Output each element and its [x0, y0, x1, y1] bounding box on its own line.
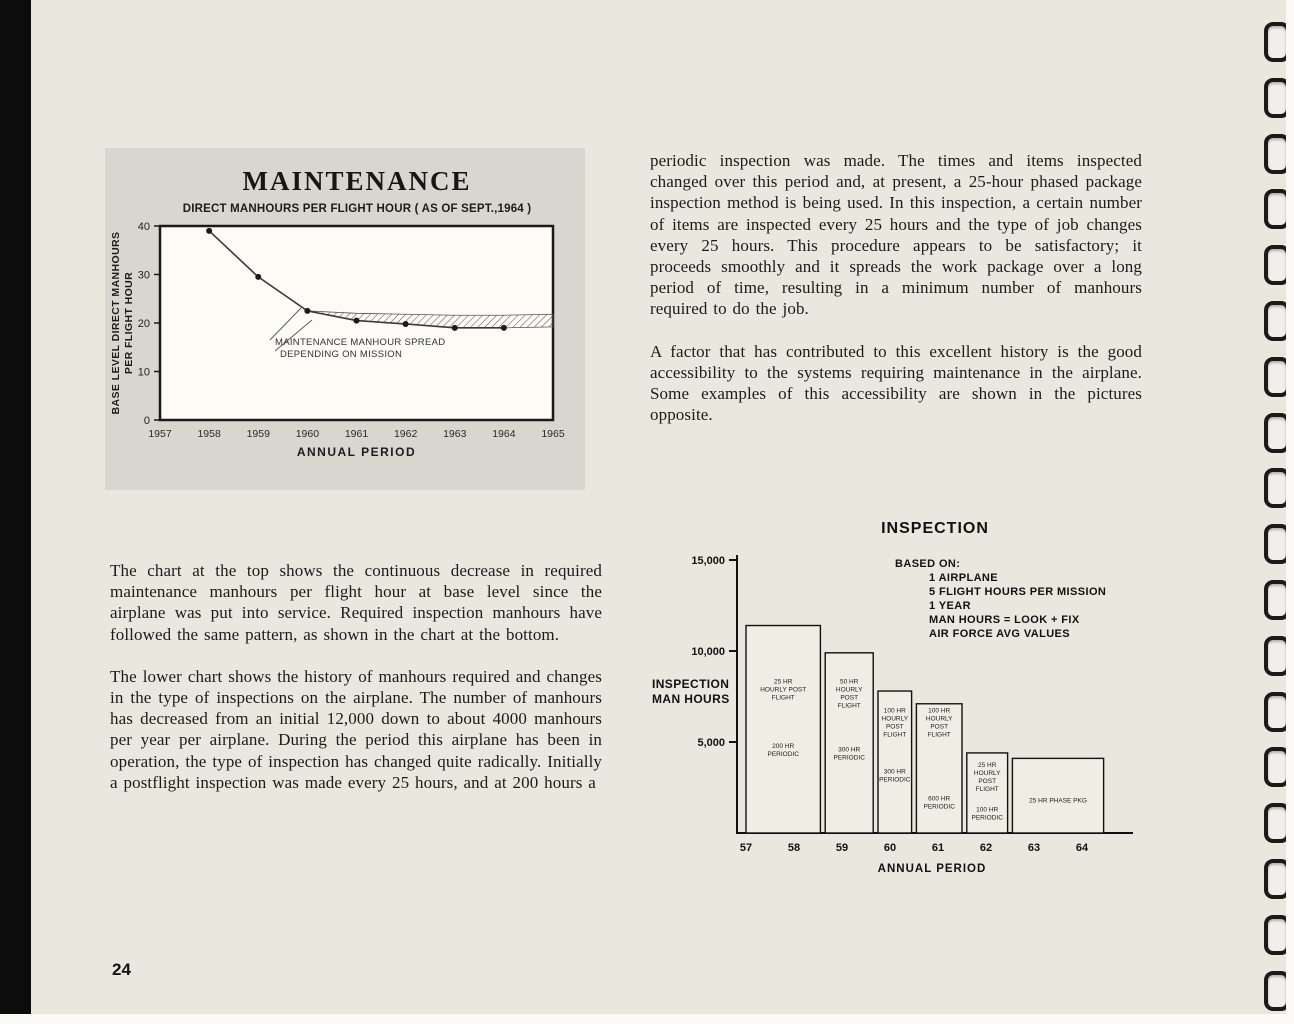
svg-text:1958: 1958 [197, 428, 221, 440]
svg-text:25 HR: 25 HR [977, 762, 997, 770]
body-paragraph: periodic inspection was made. The times and items inspected changed over this period and, at present, a 25-hour phased package inspection method is being used. In this inspection, a certain number of items are inspected every 25 hours and the type of job changes every 25 hours. This procedure appears to be satisfactory; it proceeds smoothly and it spreads the work package over a long period of time, resulting in a minimum number of manhours required to do the job. [650, 151, 1142, 319]
svg-text:62: 62 [979, 842, 993, 854]
svg-text:MAINTENANCE: MAINTENANCE [242, 166, 472, 196]
svg-text:PERIODIC: PERIODIC [879, 776, 911, 784]
svg-text:HOURLY: HOURLY [881, 715, 909, 723]
svg-text:100 HR: 100 HR [928, 707, 951, 715]
svg-text:HOURLY POST: HOURLY POST [760, 686, 807, 694]
svg-text:HOURLY: HOURLY [835, 686, 863, 694]
svg-text:ANNUAL PERIOD: ANNUAL PERIOD [296, 445, 417, 459]
svg-text:30: 30 [137, 269, 150, 282]
svg-text:FLIGHT: FLIGHT [771, 694, 795, 702]
svg-text:1964: 1964 [492, 428, 516, 440]
svg-text:1965: 1965 [541, 428, 565, 440]
svg-text:200 HR: 200 HR [772, 742, 795, 750]
svg-text:ANNUAL PERIOD: ANNUAL PERIOD [877, 863, 987, 875]
svg-text:40: 40 [137, 221, 150, 233]
svg-text:1963: 1963 [443, 428, 467, 440]
svg-text:5 FLIGHT HOURS PER MISSION: 5 FLIGHT HOURS PER MISSION [929, 586, 1107, 598]
body-paragraph: The chart at the top shows the continuous decrease in required maintenance manhours per flight hour at base level since the airplane was put into service. Required inspection manhours have followed the same pattern, as shown in the chart at the bottom. [110, 561, 602, 644]
svg-text:PERIODIC: PERIODIC [833, 754, 865, 762]
svg-text:1957: 1957 [148, 428, 172, 440]
svg-text:25 HR: 25 HR [773, 678, 793, 686]
svg-text:50 HR: 50 HR [839, 678, 859, 686]
svg-text:300 HR: 300 HR [883, 768, 906, 776]
svg-text:PERIODIC: PERIODIC [767, 750, 799, 758]
svg-text:25 HR PHASE PKG: 25 HR PHASE PKG [1029, 797, 1087, 805]
svg-text:DIRECT MANHOURS PER FLIGHT HOU: DIRECT MANHOURS PER FLIGHT HOUR ( AS OF SEPT.,1964 ) [182, 203, 532, 215]
svg-text:FLIGHT: FLIGHT [837, 702, 861, 710]
svg-text:61: 61 [931, 842, 945, 854]
svg-text:FLIGHT: FLIGHT [883, 731, 907, 739]
svg-text:15,000: 15,000 [691, 555, 725, 567]
svg-text:300 HR: 300 HR [838, 746, 861, 754]
page-edge-right [1286, 0, 1294, 1024]
svg-text:60: 60 [883, 842, 897, 854]
svg-text:1 YEAR: 1 YEAR [929, 600, 971, 612]
svg-text:FLIGHT: FLIGHT [927, 731, 951, 739]
page-number: 24 [112, 960, 131, 979]
svg-text:POST: POST [885, 723, 904, 731]
svg-text:BASED ON:: BASED ON: [895, 558, 961, 570]
inspection-bar-chart [635, 505, 1145, 883]
svg-text:POST: POST [978, 778, 997, 786]
svg-text:1961: 1961 [344, 428, 369, 440]
svg-text:MAINTENANCE MANHOUR SPREAD: MAINTENANCE MANHOUR SPREAD [275, 337, 446, 348]
page-edge-bottom [0, 1014, 1294, 1024]
svg-text:58: 58 [787, 842, 801, 854]
inspection-chart-panel [635, 505, 1145, 883]
svg-text:POST: POST [930, 723, 949, 731]
svg-text:600 HR: 600 HR [928, 795, 951, 803]
svg-text:MAN HOURS: MAN HOURS [652, 692, 730, 706]
svg-text:PERIODIC: PERIODIC [923, 803, 955, 811]
svg-text:INSPECTION: INSPECTION [881, 520, 989, 537]
body-paragraph: A factor that has contributed to this excellent history is the good accessibility to the systems requiring maintenance in the airplane. Some examples of this accessibility are shown in the pictures opposite. [650, 341, 1142, 425]
svg-text:MAN HOURS = LOOK + FIX: MAN HOURS = LOOK + FIX [929, 614, 1080, 626]
right-text-column [650, 150, 1142, 446]
svg-text:HOURLY: HOURLY [925, 715, 953, 723]
svg-text:POST: POST [840, 694, 859, 702]
svg-text:DEPENDING ON MISSION: DEPENDING ON MISSION [280, 349, 403, 360]
svg-text:100 HR: 100 HR [976, 806, 999, 814]
svg-text:INSPECTION: INSPECTION [652, 677, 730, 691]
svg-text:57: 57 [739, 842, 753, 854]
body-paragraph: The lower chart shows the history of manhours required and changes in the type of inspections on the airplane. The number of manhours has decreased from an initial 12,000 down to about 4000 manhours per year per airplane. During the period this airplane has been in operation, the type of inspection has changed quite radically. Initially a postflight inspection was made every 25 hours, and at 200 hours a [110, 666, 602, 792]
svg-text:AIR FORCE AVG VALUES: AIR FORCE AVG VALUES [929, 628, 1071, 640]
svg-text:PERIODIC: PERIODIC [971, 814, 1003, 822]
svg-text:1 AIRPLANE: 1 AIRPLANE [929, 572, 998, 584]
svg-text:64: 64 [1075, 842, 1089, 854]
svg-text:10,000: 10,000 [691, 646, 725, 658]
svg-text:BASE LEVEL DIRECT MANHOURS: BASE LEVEL DIRECT MANHOURS [110, 231, 122, 415]
page-gutter-shadow [0, 0, 31, 1014]
svg-text:HOURLY: HOURLY [973, 770, 1001, 778]
svg-text:63: 63 [1027, 842, 1041, 854]
svg-text:20: 20 [137, 318, 150, 330]
svg-text:FLIGHT: FLIGHT [975, 786, 999, 794]
maintenance-chart-panel [105, 148, 585, 490]
svg-text:10: 10 [137, 366, 150, 379]
left-text-column [110, 560, 602, 814]
svg-text:PER FLIGHT HOUR: PER FLIGHT HOUR [123, 271, 135, 375]
svg-text:100 HR: 100 HR [883, 707, 906, 715]
svg-text:59: 59 [835, 842, 849, 854]
svg-text:1960: 1960 [295, 428, 320, 440]
svg-text:1962: 1962 [393, 428, 418, 440]
svg-text:1959: 1959 [246, 428, 270, 440]
maintenance-line-chart [105, 148, 585, 490]
svg-text:0: 0 [143, 415, 150, 427]
svg-text:5,000: 5,000 [697, 737, 725, 749]
